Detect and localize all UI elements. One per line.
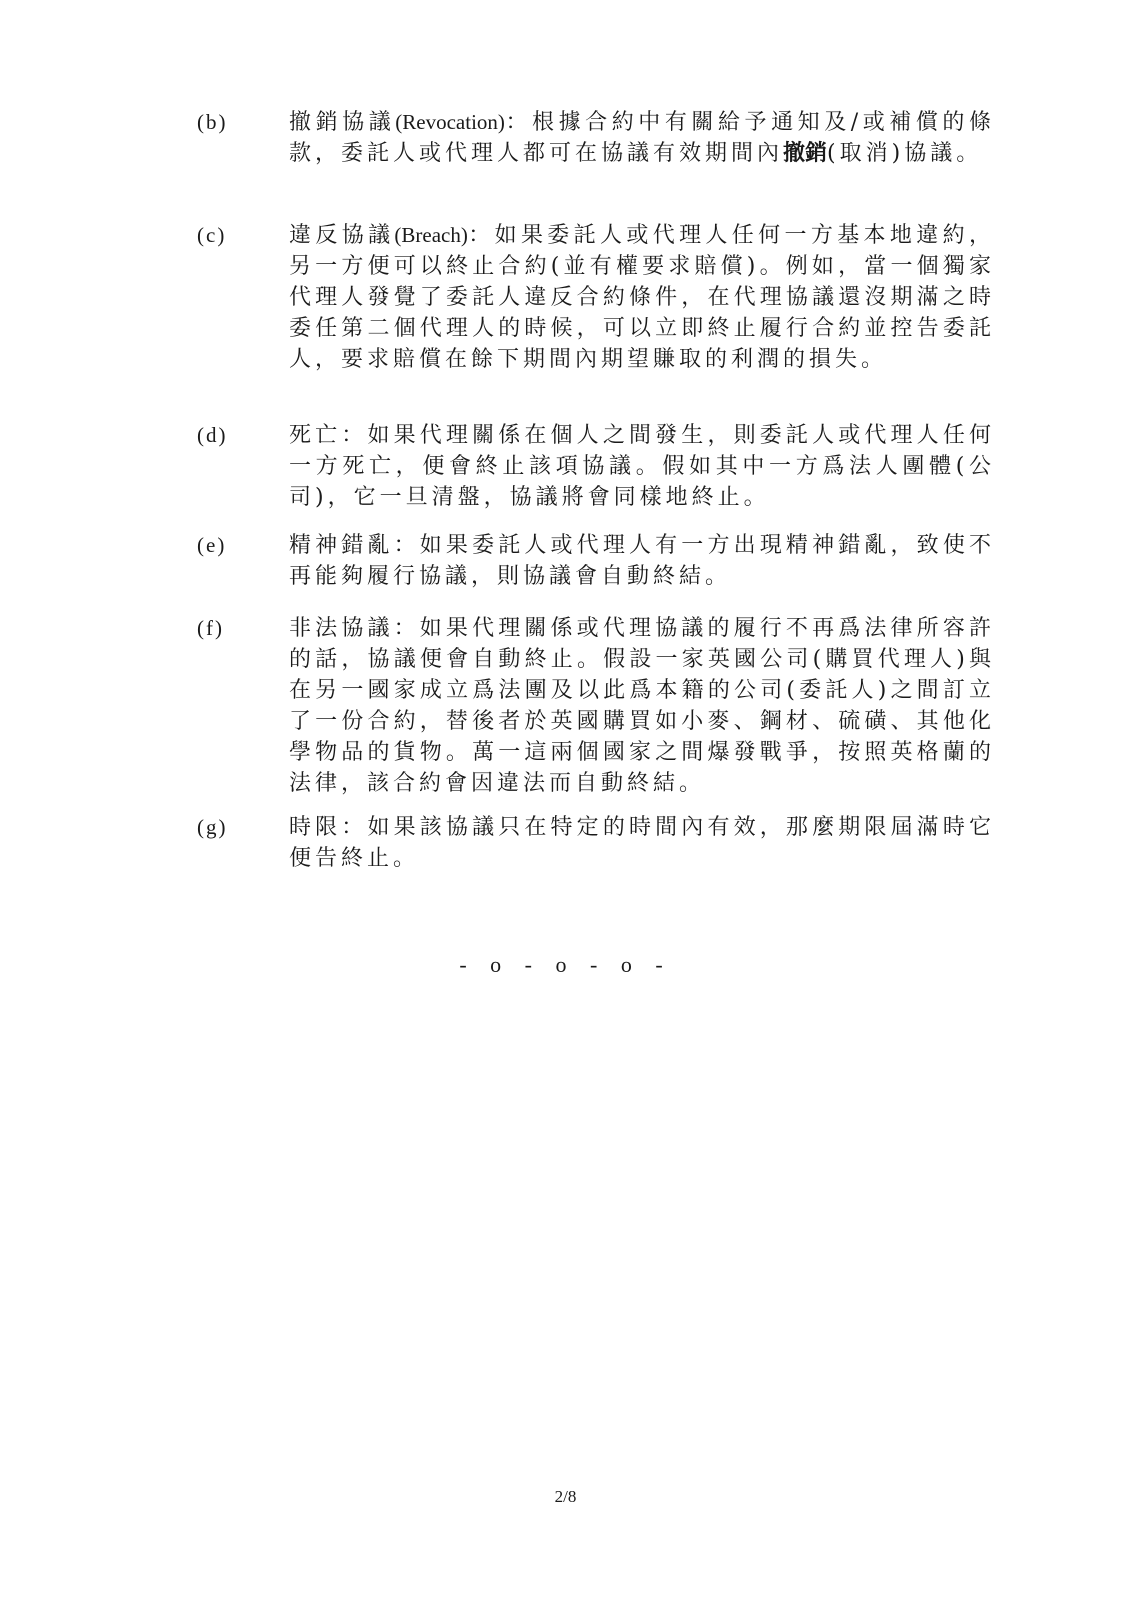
- item-body: ：根據合約中有關給予通知及/或補償的條款，委託人或代理人都可在協議有效期間內: [289, 110, 995, 166]
- item-term-english: (Breach): [394, 223, 468, 247]
- list-item-g: [197, 812, 997, 874]
- item-term: 撤銷協議: [289, 110, 396, 135]
- item-marker: (g): [197, 815, 228, 839]
- section-end-divider: - o - o - o -: [459, 952, 672, 977]
- item-term-english: (Revocation): [395, 110, 505, 134]
- list-item-c: [197, 220, 997, 375]
- item-marker: (e): [197, 533, 227, 557]
- list-item-b: [197, 107, 997, 169]
- item-text: [289, 220, 995, 375]
- item-text: 非法協議：如果代理關係或代理協議的履行不再爲法律所容許的話，協議便會自動終止。假設一家英國公司(購買代理人)與在另一國家成立爲法團及以此爲本籍的公司(委託人)之間訂立了一份合約，替後者於英國購買如小麥、鋼材、硫磺、其他化學物品的貨物。萬一這兩個國家之間爆發戰爭，按照英格蘭的法律，該合約會因違法而自動終結。: [289, 616, 995, 796]
- list-item-d: [197, 420, 997, 513]
- item-term: 違反協議: [289, 223, 395, 248]
- list-item-f: [197, 613, 997, 799]
- page-number: 2/8: [554, 1487, 577, 1506]
- item-marker: (c): [197, 223, 227, 247]
- item-text: [289, 107, 995, 169]
- item-text: 死亡：如果代理關係在個人之間發生，則委託人或代理人任何一方死亡，便會終止該項協議。假如其中一方爲法人團體(公司)，它一旦清盤，協議將會同樣地終止。: [289, 423, 995, 510]
- item-text: 精神錯亂：如果委託人或代理人有一方出現精神錯亂，致使不再能夠履行協議，則協議會自動終結。: [289, 533, 995, 589]
- item-marker: (b): [197, 110, 228, 134]
- item-body: ：如果委託人或代理人任何一方基本地違約，另一方便可以終止合約(並有權要求賠償)。例如，當一個獨家代理人發覺了委託人違反合約條件，在代理協議還沒期滿之時委任第二個代理人的時候，可以立即終止履行合約並控告委託人，要求賠償在餘下期間內期望賺取的利潤的損失。: [289, 223, 995, 372]
- emphasized-term: 撤銷: [783, 140, 828, 166]
- item-text: 時限：如果該協議只在特定的時間內有效，那麼期限屆滿時它便告終止。: [289, 815, 995, 871]
- item-marker: (f): [197, 616, 224, 640]
- item-marker: (d): [197, 423, 228, 447]
- list-item-e: [197, 530, 997, 592]
- item-body-end: (取消)協議。: [827, 141, 983, 166]
